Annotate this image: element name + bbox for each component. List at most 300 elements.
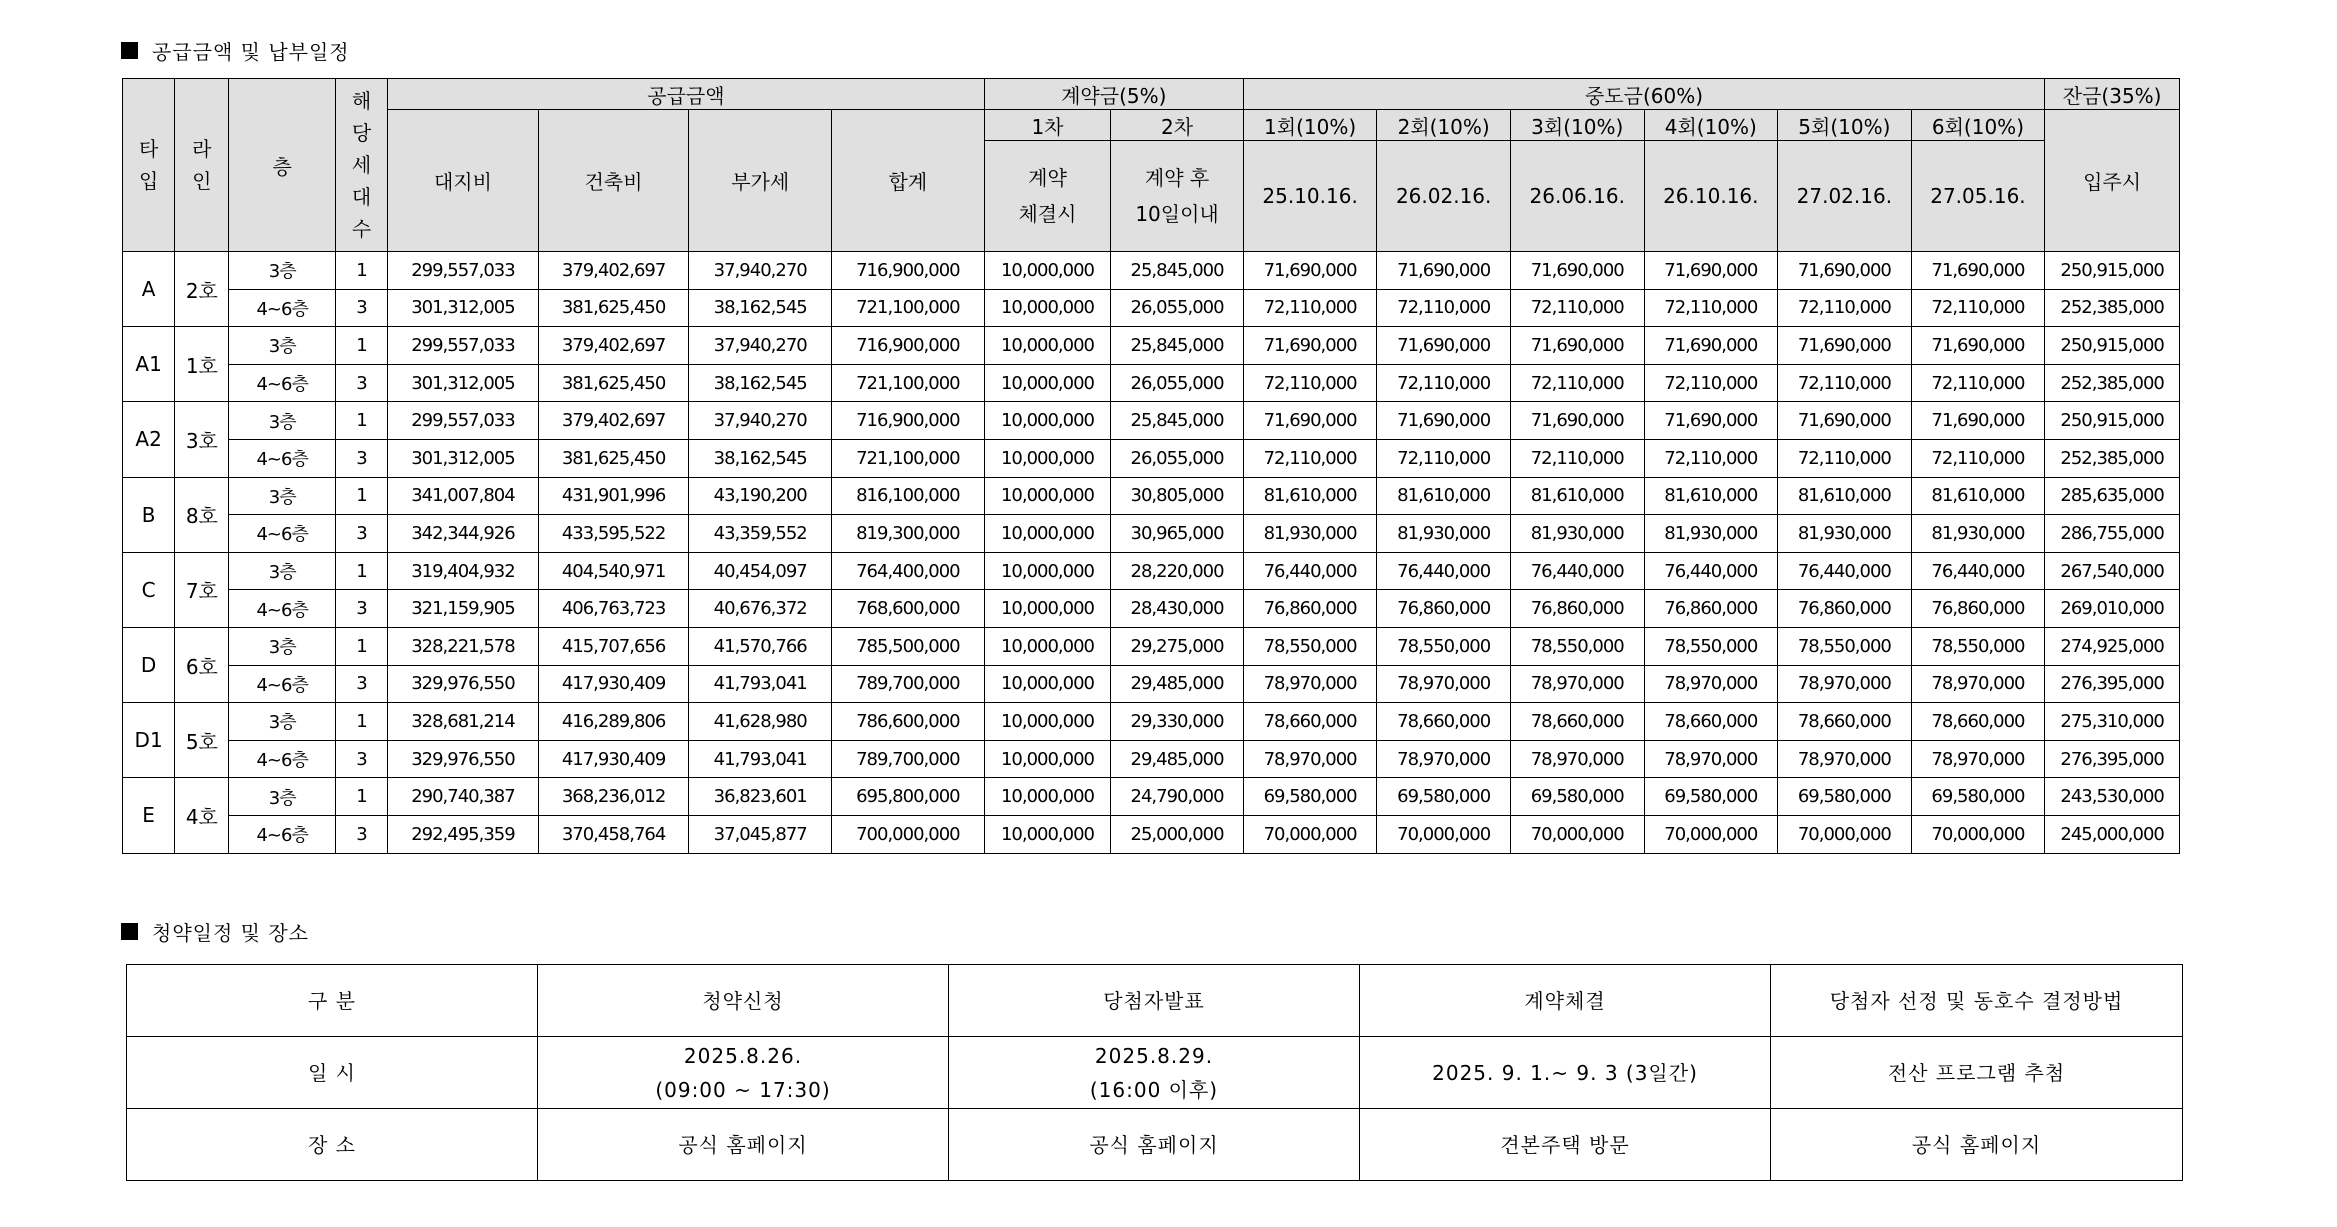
dep1-cell: 10,000,000 [984, 590, 1111, 628]
dep2-cell: 26,055,000 [1111, 289, 1244, 327]
households-cell: 1 [335, 477, 387, 515]
mid-payment-cell: 72,110,000 [1243, 289, 1377, 327]
land-cell: 290,740,387 [388, 778, 539, 816]
header-mid-date-5: 27.02.16. [1778, 141, 1912, 252]
table-row [123, 703, 2180, 741]
header-deposit-1: 1차 [984, 110, 1111, 141]
mid-payment-cell: 76,440,000 [1243, 552, 1377, 590]
table-row [123, 627, 2180, 665]
total-cell: 764,400,000 [832, 552, 985, 590]
mid-payment-cell: 71,690,000 [1778, 402, 1912, 440]
header-middle-payment: 중도금(60%) [1243, 79, 2044, 110]
schedule-header-announce: 당첨자발표 [949, 965, 1360, 1037]
households-cell: 1 [335, 703, 387, 741]
mid-payment-cell: 72,110,000 [1911, 289, 2045, 327]
dep1-cell: 10,000,000 [984, 477, 1111, 515]
line-cell: 3호 [175, 402, 229, 477]
land-cell: 319,404,932 [388, 552, 539, 590]
mid-payment-cell: 72,110,000 [1510, 289, 1644, 327]
mid-payment-cell: 71,690,000 [1911, 402, 2045, 440]
balance-cell: 275,310,000 [2045, 703, 2180, 741]
header-total: 합계 [832, 110, 985, 252]
building-cell: 370,458,764 [538, 815, 689, 853]
mid-payment-cell: 72,110,000 [1377, 289, 1511, 327]
mid-payment-cell: 69,580,000 [1510, 778, 1644, 816]
dep1-cell: 10,000,000 [984, 252, 1111, 290]
households-cell: 3 [335, 665, 387, 703]
mid-payment-cell: 81,610,000 [1243, 477, 1377, 515]
households-cell: 1 [335, 402, 387, 440]
mid-payment-cell: 71,690,000 [1510, 252, 1644, 290]
dep1-cell: 10,000,000 [984, 815, 1111, 853]
header-mid-date-3: 26.06.16. [1510, 141, 1644, 252]
mid-payment-cell: 81,610,000 [1377, 477, 1511, 515]
mid-payment-cell: 72,110,000 [1243, 364, 1377, 402]
floor-cell: 3층 [229, 327, 335, 365]
building-cell: 381,625,450 [538, 289, 689, 327]
dep2-cell: 30,805,000 [1111, 477, 1244, 515]
dep1-cell: 10,000,000 [984, 703, 1111, 741]
dep2-cell: 29,275,000 [1111, 627, 1244, 665]
balance-cell: 286,755,000 [2045, 515, 2180, 553]
dep2-cell: 29,485,000 [1111, 665, 1244, 703]
vat-cell: 43,359,552 [689, 515, 832, 553]
mid-payment-cell: 78,550,000 [1644, 627, 1778, 665]
households-cell: 3 [335, 289, 387, 327]
mid-payment-cell: 78,550,000 [1778, 627, 1912, 665]
total-cell: 716,900,000 [832, 252, 985, 290]
section-title-supply-text: 공급금액 및 납부일정 [152, 40, 350, 64]
mid-payment-cell: 72,110,000 [1243, 439, 1377, 477]
mid-payment-cell: 78,970,000 [1778, 740, 1912, 778]
floor-cell: 4~6층 [229, 590, 335, 628]
mid-payment-cell: 81,930,000 [1243, 515, 1377, 553]
vat-cell: 41,793,041 [689, 740, 832, 778]
land-cell: 342,344,926 [388, 515, 539, 553]
schedule-header-category: 구 분 [127, 965, 538, 1037]
line-cell: 2호 [175, 252, 229, 327]
mid-payment-cell: 76,860,000 [1644, 590, 1778, 628]
table-row [123, 477, 2180, 515]
header-mid-2: 2회(10%) [1377, 110, 1511, 141]
balance-cell: 252,385,000 [2045, 439, 2180, 477]
vat-cell: 40,676,372 [689, 590, 832, 628]
header-households: 해당세대수 [335, 79, 387, 252]
floor-cell: 3층 [229, 778, 335, 816]
mid-payment-cell: 71,690,000 [1243, 402, 1377, 440]
balance-cell: 245,000,000 [2045, 815, 2180, 853]
header-building: 건축비 [538, 110, 689, 252]
balance-cell: 276,395,000 [2045, 740, 2180, 778]
floor-cell: 4~6층 [229, 515, 335, 553]
table-row [123, 778, 2180, 816]
mid-payment-cell: 76,860,000 [1778, 590, 1912, 628]
dep2-cell: 25,845,000 [1111, 327, 1244, 365]
mid-payment-cell: 70,000,000 [1243, 815, 1377, 853]
table-row [123, 552, 2180, 590]
table-row [123, 665, 2180, 703]
land-cell: 321,159,905 [388, 590, 539, 628]
mid-payment-cell: 78,660,000 [1911, 703, 2045, 741]
balance-cell: 250,915,000 [2045, 252, 2180, 290]
header-deposit-2: 2차 [1111, 110, 1244, 141]
dep1-cell: 10,000,000 [984, 665, 1111, 703]
schedule-place-announce: 공식 홈페이지 [949, 1109, 1360, 1181]
mid-payment-cell: 69,580,000 [1243, 778, 1377, 816]
type-cell: A2 [123, 402, 175, 477]
mid-payment-cell: 81,930,000 [1644, 515, 1778, 553]
mid-payment-cell: 78,970,000 [1243, 665, 1377, 703]
dep1-cell: 10,000,000 [984, 778, 1111, 816]
schedule-date-contract: 2025. 9. 1.~ 9. 3 (3일간) [1360, 1037, 1771, 1109]
households-cell: 1 [335, 627, 387, 665]
type-cell: E [123, 778, 175, 853]
section-title-schedule-text: 청약일정 및 장소 [152, 921, 309, 945]
floor-cell: 4~6층 [229, 740, 335, 778]
dep1-cell: 10,000,000 [984, 439, 1111, 477]
mid-payment-cell: 78,970,000 [1778, 665, 1912, 703]
total-cell: 721,100,000 [832, 439, 985, 477]
mid-payment-cell: 72,110,000 [1911, 364, 2045, 402]
schedule-table [126, 964, 2183, 1181]
mid-payment-cell: 72,110,000 [1778, 439, 1912, 477]
mid-payment-cell: 76,440,000 [1510, 552, 1644, 590]
balance-cell: 269,010,000 [2045, 590, 2180, 628]
type-cell: A [123, 252, 175, 327]
mid-payment-cell: 71,690,000 [1644, 327, 1778, 365]
mid-payment-cell: 72,110,000 [1644, 439, 1778, 477]
building-cell: 417,930,409 [538, 665, 689, 703]
balance-cell: 274,925,000 [2045, 627, 2180, 665]
dep2-cell: 29,330,000 [1111, 703, 1244, 741]
building-cell: 379,402,697 [538, 402, 689, 440]
table-row [123, 402, 2180, 440]
households-cell: 3 [335, 590, 387, 628]
total-cell: 716,900,000 [832, 327, 985, 365]
table-row [123, 327, 2180, 365]
mid-payment-cell: 76,860,000 [1243, 590, 1377, 628]
building-cell: 381,625,450 [538, 364, 689, 402]
households-cell: 3 [335, 439, 387, 477]
building-cell: 381,625,450 [538, 439, 689, 477]
header-mid-5: 5회(10%) [1778, 110, 1912, 141]
dep2-cell: 25,845,000 [1111, 252, 1244, 290]
line-cell: 5호 [175, 703, 229, 778]
balance-cell: 252,385,000 [2045, 289, 2180, 327]
mid-payment-cell: 70,000,000 [1911, 815, 2045, 853]
header-vat: 부가세 [689, 110, 832, 252]
line-cell: 6호 [175, 627, 229, 702]
mid-payment-cell: 71,690,000 [1377, 252, 1511, 290]
mid-payment-cell: 72,110,000 [1644, 289, 1778, 327]
type-cell: B [123, 477, 175, 552]
vat-cell: 38,162,545 [689, 439, 832, 477]
mid-payment-cell: 72,110,000 [1778, 364, 1912, 402]
mid-payment-cell: 76,440,000 [1911, 552, 2045, 590]
mid-payment-cell: 72,110,000 [1778, 289, 1912, 327]
total-cell: 785,500,000 [832, 627, 985, 665]
header-deposit-1-when: 계약 체결시 [984, 141, 1111, 252]
header-deposit: 계약금(5%) [984, 79, 1243, 110]
floor-cell: 4~6층 [229, 364, 335, 402]
dep2-cell: 25,845,000 [1111, 402, 1244, 440]
table-row [123, 252, 2180, 290]
vat-cell: 36,823,601 [689, 778, 832, 816]
vat-cell: 38,162,545 [689, 289, 832, 327]
square-bullet-icon [121, 42, 138, 59]
table-row [123, 515, 2180, 553]
schedule-header-row [127, 965, 2183, 1037]
land-cell: 328,681,214 [388, 703, 539, 741]
mid-payment-cell: 72,110,000 [1377, 439, 1511, 477]
schedule-header-contract: 계약체결 [1360, 965, 1771, 1037]
square-bullet-icon [121, 923, 138, 940]
header-mid-date-4: 26.10.16. [1644, 141, 1778, 252]
mid-payment-cell: 81,610,000 [1644, 477, 1778, 515]
dep1-cell: 10,000,000 [984, 364, 1111, 402]
mid-payment-cell: 71,690,000 [1510, 402, 1644, 440]
mid-payment-cell: 69,580,000 [1377, 778, 1511, 816]
building-cell: 431,901,996 [538, 477, 689, 515]
dep2-cell: 29,485,000 [1111, 740, 1244, 778]
floor-cell: 3층 [229, 477, 335, 515]
mid-payment-cell: 78,970,000 [1377, 740, 1511, 778]
vat-cell: 38,162,545 [689, 364, 832, 402]
mid-payment-cell: 76,440,000 [1377, 552, 1511, 590]
dep2-cell: 25,000,000 [1111, 815, 1244, 853]
balance-cell: 267,540,000 [2045, 552, 2180, 590]
header-mid-1: 1회(10%) [1243, 110, 1377, 141]
vat-cell: 41,793,041 [689, 665, 832, 703]
building-cell: 417,930,409 [538, 740, 689, 778]
balance-cell: 252,385,000 [2045, 364, 2180, 402]
schedule-date-label: 일 시 [127, 1037, 538, 1109]
mid-payment-cell: 69,580,000 [1778, 778, 1912, 816]
schedule-place-apply: 공식 홈페이지 [538, 1109, 949, 1181]
schedule-date-method: 전산 프로그램 추첨 [1771, 1037, 2183, 1109]
households-cell: 1 [335, 778, 387, 816]
balance-cell: 285,635,000 [2045, 477, 2180, 515]
mid-payment-cell: 78,970,000 [1510, 665, 1644, 703]
mid-payment-cell: 76,860,000 [1911, 590, 2045, 628]
mid-payment-cell: 69,580,000 [1644, 778, 1778, 816]
households-cell: 3 [335, 515, 387, 553]
mid-payment-cell: 72,110,000 [1510, 364, 1644, 402]
land-cell: 301,312,005 [388, 364, 539, 402]
land-cell: 301,312,005 [388, 289, 539, 327]
households-cell: 3 [335, 815, 387, 853]
land-cell: 329,976,550 [388, 665, 539, 703]
header-mid-date-1: 25.10.16. [1243, 141, 1377, 252]
mid-payment-cell: 78,970,000 [1644, 665, 1778, 703]
total-cell: 786,600,000 [832, 703, 985, 741]
mid-payment-cell: 71,690,000 [1778, 327, 1912, 365]
header-mid-3: 3회(10%) [1510, 110, 1644, 141]
dep2-cell: 24,790,000 [1111, 778, 1244, 816]
mid-payment-cell: 78,970,000 [1644, 740, 1778, 778]
land-cell: 341,007,804 [388, 477, 539, 515]
mid-payment-cell: 71,690,000 [1644, 252, 1778, 290]
mid-payment-cell: 78,970,000 [1911, 740, 2045, 778]
building-cell: 406,763,723 [538, 590, 689, 628]
mid-payment-cell: 78,550,000 [1911, 627, 2045, 665]
mid-payment-cell: 78,970,000 [1377, 665, 1511, 703]
mid-payment-cell: 72,110,000 [1377, 364, 1511, 402]
mid-payment-cell: 72,110,000 [1644, 364, 1778, 402]
vat-cell: 41,570,766 [689, 627, 832, 665]
balance-cell: 276,395,000 [2045, 665, 2180, 703]
mid-payment-cell: 78,660,000 [1644, 703, 1778, 741]
mid-payment-cell: 78,660,000 [1510, 703, 1644, 741]
dep1-cell: 10,000,000 [984, 402, 1111, 440]
schedule-header-method: 당첨자 선정 및 동호수 결정방법 [1771, 965, 2183, 1037]
table-row [123, 364, 2180, 402]
households-cell: 1 [335, 552, 387, 590]
vat-cell: 37,940,270 [689, 327, 832, 365]
line-cell: 7호 [175, 552, 229, 627]
mid-payment-cell: 71,690,000 [1778, 252, 1912, 290]
schedule-place-label: 장 소 [127, 1109, 538, 1181]
land-cell: 292,495,359 [388, 815, 539, 853]
type-cell: C [123, 552, 175, 627]
vat-cell: 37,940,270 [689, 252, 832, 290]
land-cell: 299,557,033 [388, 402, 539, 440]
schedule-date-announce: 2025.8.29. (16:00 이후) [949, 1037, 1360, 1109]
mid-payment-cell: 71,690,000 [1510, 327, 1644, 365]
dep2-cell: 28,220,000 [1111, 552, 1244, 590]
mid-payment-cell: 81,930,000 [1377, 515, 1511, 553]
mid-payment-cell: 78,550,000 [1243, 627, 1377, 665]
mid-payment-cell: 78,970,000 [1911, 665, 2045, 703]
vat-cell: 37,045,877 [689, 815, 832, 853]
header-supply-amount: 공급금액 [388, 79, 985, 110]
type-cell: D [123, 627, 175, 702]
dep1-cell: 10,000,000 [984, 327, 1111, 365]
schedule-date-apply: 2025.8.26. (09:00 ~ 17:30) [538, 1037, 949, 1109]
mid-payment-cell: 76,860,000 [1377, 590, 1511, 628]
mid-payment-cell: 70,000,000 [1778, 815, 1912, 853]
mid-payment-cell: 70,000,000 [1377, 815, 1511, 853]
building-cell: 416,289,806 [538, 703, 689, 741]
schedule-place-method: 공식 홈페이지 [1771, 1109, 2183, 1181]
supply-table-body [123, 252, 2180, 854]
mid-payment-cell: 81,930,000 [1911, 515, 2045, 553]
building-cell: 368,236,012 [538, 778, 689, 816]
schedule-date-row [127, 1037, 2183, 1109]
header-line: 라인 [175, 79, 229, 252]
building-cell: 379,402,697 [538, 327, 689, 365]
mid-payment-cell: 76,440,000 [1778, 552, 1912, 590]
header-land: 대지비 [388, 110, 539, 252]
mid-payment-cell: 71,690,000 [1377, 327, 1511, 365]
dep1-cell: 10,000,000 [984, 515, 1111, 553]
vat-cell: 41,628,980 [689, 703, 832, 741]
header-deposit-2-when: 계약 후 10일이내 [1111, 141, 1244, 252]
table-row [123, 590, 2180, 628]
total-cell: 789,700,000 [832, 665, 985, 703]
table-row [123, 740, 2180, 778]
mid-payment-cell: 69,580,000 [1911, 778, 2045, 816]
header-floor: 층 [229, 79, 335, 252]
dep2-cell: 30,965,000 [1111, 515, 1244, 553]
floor-cell: 3층 [229, 552, 335, 590]
floor-cell: 4~6층 [229, 439, 335, 477]
mid-payment-cell: 76,860,000 [1510, 590, 1644, 628]
mid-payment-cell: 72,110,000 [1911, 439, 2045, 477]
type-cell: D1 [123, 703, 175, 778]
table-row [123, 815, 2180, 853]
schedule-place-contract: 견본주택 방문 [1360, 1109, 1771, 1181]
vat-cell: 43,190,200 [689, 477, 832, 515]
building-cell: 415,707,656 [538, 627, 689, 665]
type-cell: A1 [123, 327, 175, 402]
land-cell: 301,312,005 [388, 439, 539, 477]
mid-payment-cell: 71,690,000 [1243, 327, 1377, 365]
dep1-cell: 10,000,000 [984, 627, 1111, 665]
households-cell: 1 [335, 327, 387, 365]
households-cell: 3 [335, 364, 387, 402]
mid-payment-cell: 71,690,000 [1911, 327, 2045, 365]
line-cell: 4호 [175, 778, 229, 853]
mid-payment-cell: 71,690,000 [1377, 402, 1511, 440]
mid-payment-cell: 78,660,000 [1243, 703, 1377, 741]
schedule-place-row [127, 1109, 2183, 1181]
balance-cell: 243,530,000 [2045, 778, 2180, 816]
section-title-supply [121, 36, 350, 65]
total-cell: 716,900,000 [832, 402, 985, 440]
dep2-cell: 26,055,000 [1111, 439, 1244, 477]
total-cell: 768,600,000 [832, 590, 985, 628]
mid-payment-cell: 71,690,000 [1644, 402, 1778, 440]
mid-payment-cell: 78,550,000 [1510, 627, 1644, 665]
floor-cell: 4~6층 [229, 289, 335, 327]
land-cell: 299,557,033 [388, 252, 539, 290]
mid-payment-cell: 81,930,000 [1510, 515, 1644, 553]
total-cell: 721,100,000 [832, 289, 985, 327]
total-cell: 721,100,000 [832, 364, 985, 402]
header-balance: 잔금(35%) [2045, 79, 2180, 110]
building-cell: 433,595,522 [538, 515, 689, 553]
building-cell: 379,402,697 [538, 252, 689, 290]
total-cell: 789,700,000 [832, 740, 985, 778]
mid-payment-cell: 78,660,000 [1377, 703, 1511, 741]
floor-cell: 3층 [229, 402, 335, 440]
mid-payment-cell: 78,550,000 [1377, 627, 1511, 665]
mid-payment-cell: 78,970,000 [1510, 740, 1644, 778]
line-cell: 8호 [175, 477, 229, 552]
households-cell: 1 [335, 252, 387, 290]
mid-payment-cell: 81,610,000 [1911, 477, 2045, 515]
header-balance-when: 입주시 [2045, 110, 2180, 252]
mid-payment-cell: 71,690,000 [1911, 252, 2045, 290]
vat-cell: 40,454,097 [689, 552, 832, 590]
mid-payment-cell: 71,690,000 [1243, 252, 1377, 290]
mid-payment-cell: 70,000,000 [1644, 815, 1778, 853]
header-mid-6: 6회(10%) [1911, 110, 2045, 141]
building-cell: 404,540,971 [538, 552, 689, 590]
mid-payment-cell: 70,000,000 [1510, 815, 1644, 853]
header-type: 타입 [123, 79, 175, 252]
dep1-cell: 10,000,000 [984, 740, 1111, 778]
floor-cell: 3층 [229, 252, 335, 290]
mid-payment-cell: 81,610,000 [1510, 477, 1644, 515]
mid-payment-cell: 76,440,000 [1644, 552, 1778, 590]
mid-payment-cell: 81,610,000 [1778, 477, 1912, 515]
mid-payment-cell: 72,110,000 [1510, 439, 1644, 477]
balance-cell: 250,915,000 [2045, 327, 2180, 365]
total-cell: 700,000,000 [832, 815, 985, 853]
vat-cell: 37,940,270 [689, 402, 832, 440]
